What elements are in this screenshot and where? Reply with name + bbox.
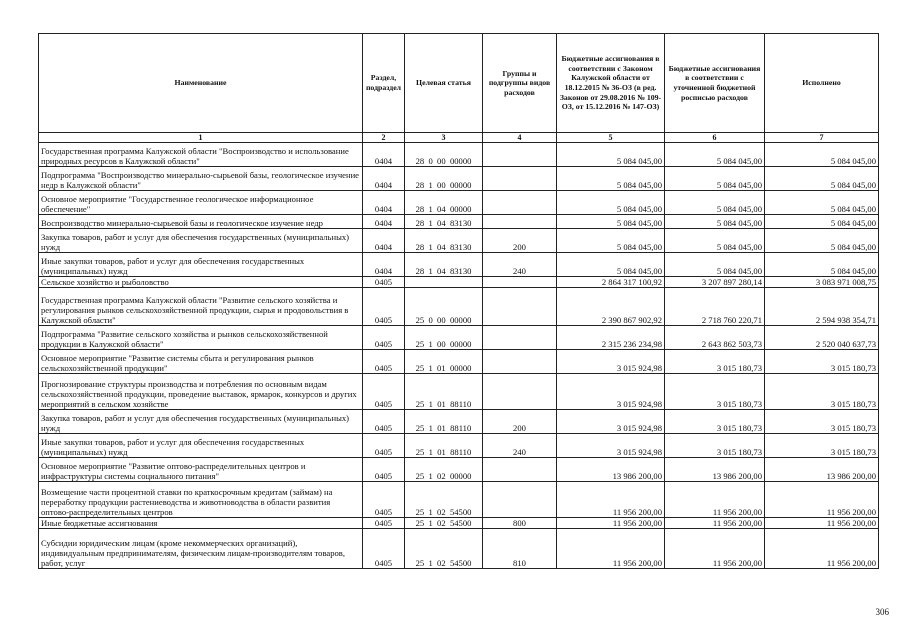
row-budget-adjusted: 3 015 180,73 [665, 350, 765, 374]
header-name: Наименование [39, 34, 363, 133]
row-target-article: 25 1 01 88110 [405, 410, 483, 434]
row-expense-group [483, 167, 557, 191]
page-number: 306 [875, 607, 889, 617]
row-section: 0405 [363, 350, 405, 374]
row-budget-adjusted: 5 084 045,00 [665, 167, 765, 191]
row-budget-law: 2 864 317 100,92 [557, 277, 665, 288]
row-budget-law: 3 015 924,98 [557, 410, 665, 434]
table-row [39, 434, 879, 458]
row-name: Государственная программа Калужской области "Воспроизводство и использование природных ресурсов в Калужской области" [39, 143, 363, 167]
row-target-article: 28 1 04 83130 [405, 215, 483, 229]
table-row [39, 288, 879, 326]
row-budget-adjusted: 5 084 045,00 [665, 215, 765, 229]
row-budget-adjusted: 13 986 200,00 [665, 458, 765, 482]
row-section: 0404 [363, 229, 405, 253]
row-section: 0405 [363, 434, 405, 458]
row-expense-group: 810 [483, 529, 557, 569]
row-section: 0404 [363, 191, 405, 215]
row-section: 0405 [363, 458, 405, 482]
table-body [39, 143, 879, 569]
row-executed: 11 956 200,00 [765, 529, 879, 569]
row-target-article: 28 1 04 00000 [405, 191, 483, 215]
row-expense-group [483, 326, 557, 350]
row-executed: 5 084 045,00 [765, 229, 879, 253]
row-expense-group [483, 288, 557, 326]
row-section: 0405 [363, 277, 405, 288]
row-section: 0405 [363, 529, 405, 569]
table-row [39, 215, 879, 229]
table-row [39, 167, 879, 191]
header-target: Целевая статья [405, 34, 483, 133]
row-expense-group: 200 [483, 229, 557, 253]
row-budget-adjusted: 2 643 862 503,73 [665, 326, 765, 350]
row-budget-law: 5 084 045,00 [557, 167, 665, 191]
table-row [39, 191, 879, 215]
table-row [39, 458, 879, 482]
row-target-article: 25 1 00 00000 [405, 326, 483, 350]
col-number: 7 [765, 133, 879, 143]
row-executed: 11 956 200,00 [765, 482, 879, 518]
row-executed: 3 083 971 008,75 [765, 277, 879, 288]
row-budget-adjusted: 2 718 760 220,71 [665, 288, 765, 326]
col-number: 4 [483, 133, 557, 143]
table-row [39, 143, 879, 167]
col-number: 5 [557, 133, 665, 143]
row-budget-law: 5 084 045,00 [557, 229, 665, 253]
row-expense-group [483, 277, 557, 288]
row-budget-law: 2 315 236 234,98 [557, 326, 665, 350]
row-budget-adjusted: 11 956 200,00 [665, 482, 765, 518]
row-budget-law: 3 015 924,98 [557, 350, 665, 374]
row-budget-law: 2 390 867 902,92 [557, 288, 665, 326]
row-target-article: 25 1 01 88110 [405, 434, 483, 458]
row-expense-group [483, 215, 557, 229]
row-budget-adjusted: 3 015 180,73 [665, 374, 765, 410]
row-executed: 13 986 200,00 [765, 458, 879, 482]
row-budget-law: 5 084 045,00 [557, 215, 665, 229]
table-row [39, 518, 879, 529]
row-name: Иные закупки товаров, работ и услуг для обеспечения государственных (муниципальных) нужд [39, 434, 363, 458]
row-expense-group: 800 [483, 518, 557, 529]
row-name: Подпрограмма "Развитие сельского хозяйства и рынков сельскохозяйственной продукции в Калужской области" [39, 326, 363, 350]
row-expense-group: 200 [483, 410, 557, 434]
row-executed: 3 015 180,73 [765, 410, 879, 434]
row-name: Сельское хозяйство и рыболовство [39, 277, 363, 288]
row-section: 0405 [363, 374, 405, 410]
row-expense-group: 240 [483, 253, 557, 277]
row-name: Иные бюджетные ассигнования [39, 518, 363, 529]
row-section: 0405 [363, 518, 405, 529]
table-row [39, 350, 879, 374]
row-budget-adjusted: 5 084 045,00 [665, 229, 765, 253]
row-executed: 11 956 200,00 [765, 518, 879, 529]
header-groups: Группы и подгруппы видов расходов [483, 34, 557, 133]
row-budget-adjusted: 11 956 200,00 [665, 518, 765, 529]
header-budget-adjusted: Бюджетные ассигнования в соответствии с уточненной бюджетной росписью расходов [665, 34, 765, 133]
row-executed: 3 015 180,73 [765, 350, 879, 374]
row-expense-group [483, 191, 557, 215]
table-row [39, 482, 879, 518]
row-target-article: 28 1 04 83130 [405, 229, 483, 253]
table-row [39, 277, 879, 288]
row-budget-adjusted: 3 015 180,73 [665, 410, 765, 434]
table-row [39, 410, 879, 434]
row-name: Прогнозирование структуры производства и потребления по основным видам сельскохозяйственной продукции, проведение выставок, ярмарок, конкурсов и других мероприятий в сельском хозяйстве [39, 374, 363, 410]
row-budget-law: 3 015 924,98 [557, 434, 665, 458]
row-budget-law: 5 084 045,00 [557, 253, 665, 277]
row-executed: 3 015 180,73 [765, 374, 879, 410]
row-target-article [405, 277, 483, 288]
header-budget-law: Бюджетные ассигнования в соответствии с Законом Калужской области от 18.12.2015 № 36-ОЗ (в ред. Законов от 29.08.2016 № 109-ОЗ, от 15.12.2016 № 147-ОЗ) [557, 34, 665, 133]
row-section: 0404 [363, 215, 405, 229]
table-row [39, 374, 879, 410]
col-number: 6 [665, 133, 765, 143]
row-budget-adjusted: 3 207 897 280,14 [665, 277, 765, 288]
row-section: 0404 [363, 143, 405, 167]
row-name: Воспроизводство минерально-сырьевой базы и геологическое изучение недр [39, 215, 363, 229]
budget-table [38, 33, 879, 569]
row-budget-adjusted: 3 015 180,73 [665, 434, 765, 458]
row-target-article: 25 1 01 88110 [405, 374, 483, 410]
row-budget-law: 5 084 045,00 [557, 191, 665, 215]
row-section: 0404 [363, 253, 405, 277]
row-budget-law: 3 015 924,98 [557, 374, 665, 410]
row-executed: 5 084 045,00 [765, 167, 879, 191]
row-target-article: 25 1 01 00000 [405, 350, 483, 374]
row-target-article: 25 1 02 54500 [405, 518, 483, 529]
row-name: Основное мероприятие "Государственное геологическое информационное обеспечение" [39, 191, 363, 215]
row-expense-group [483, 143, 557, 167]
table-row [39, 529, 879, 569]
row-expense-group [483, 482, 557, 518]
row-budget-adjusted: 11 956 200,00 [665, 529, 765, 569]
table-row [39, 253, 879, 277]
row-target-article: 25 1 02 54500 [405, 482, 483, 518]
row-section: 0405 [363, 482, 405, 518]
row-name: Закупка товаров, работ и услуг для обеспечения государственных (муниципальных) нужд [39, 229, 363, 253]
header-section: Раздел, подраздел [363, 34, 405, 133]
row-name: Основное мероприятие "Развитие системы сбыта и регулирования рынков сельскохозяйственной продукции" [39, 350, 363, 374]
row-executed: 5 084 045,00 [765, 253, 879, 277]
row-section: 0405 [363, 326, 405, 350]
row-target-article: 25 1 02 54500 [405, 529, 483, 569]
row-target-article: 28 1 04 83130 [405, 253, 483, 277]
row-budget-law: 13 986 200,00 [557, 458, 665, 482]
row-target-article: 28 0 00 00000 [405, 143, 483, 167]
row-name: Иные закупки товаров, работ и услуг для обеспечения государственных (муниципальных) нужд [39, 253, 363, 277]
row-budget-law: 11 956 200,00 [557, 518, 665, 529]
row-name: Субсидии юридическим лицам (кроме некоммерческих организаций), индивидуальным предпринимателям, физическим лицам-производителям товаров, работ, услуг [39, 529, 363, 569]
col-number: 1 [39, 133, 363, 143]
row-budget-law: 11 956 200,00 [557, 529, 665, 569]
header-executed: Исполнено [765, 34, 879, 133]
row-budget-adjusted: 5 084 045,00 [665, 191, 765, 215]
row-executed: 5 084 045,00 [765, 143, 879, 167]
row-budget-adjusted: 5 084 045,00 [665, 253, 765, 277]
row-budget-law: 11 956 200,00 [557, 482, 665, 518]
row-section: 0404 [363, 167, 405, 191]
table-row [39, 229, 879, 253]
row-budget-law: 5 084 045,00 [557, 143, 665, 167]
table-row [39, 326, 879, 350]
col-number: 3 [405, 133, 483, 143]
row-executed: 2 520 040 637,73 [765, 326, 879, 350]
row-expense-group [483, 350, 557, 374]
row-budget-adjusted: 5 084 045,00 [665, 143, 765, 167]
row-name: Подпрограмма "Воспроизводство минерально-сырьевой базы, геологическое изучение недр в Калужской области" [39, 167, 363, 191]
row-target-article: 28 1 00 00000 [405, 167, 483, 191]
row-target-article: 25 1 02 00000 [405, 458, 483, 482]
row-section: 0405 [363, 288, 405, 326]
row-executed: 3 015 180,73 [765, 434, 879, 458]
row-name: Возмещение части процентной ставки по краткосрочным кредитам (займам) на переработку продукции растениеводства и животноводства в области развития оптово-распределительных центров [39, 482, 363, 518]
row-expense-group [483, 374, 557, 410]
row-expense-group [483, 458, 557, 482]
row-executed: 5 084 045,00 [765, 191, 879, 215]
row-name: Закупка товаров, работ и услуг для обеспечения государственных (муниципальных) нужд [39, 410, 363, 434]
row-name: Государственная программа Калужской области "Развитие сельского хозяйства и регулирования рынков сельскохозяйственной продукции, сырья и продовольствия в Калужской области" [39, 288, 363, 326]
row-target-article: 25 0 00 00000 [405, 288, 483, 326]
row-expense-group: 240 [483, 434, 557, 458]
row-executed: 2 594 938 354,71 [765, 288, 879, 326]
row-name: Основное мероприятие "Развитие оптово-распределительных центров и инфраструктуры системы социального питания" [39, 458, 363, 482]
col-number: 2 [363, 133, 405, 143]
row-section: 0405 [363, 410, 405, 434]
row-executed: 5 084 045,00 [765, 215, 879, 229]
